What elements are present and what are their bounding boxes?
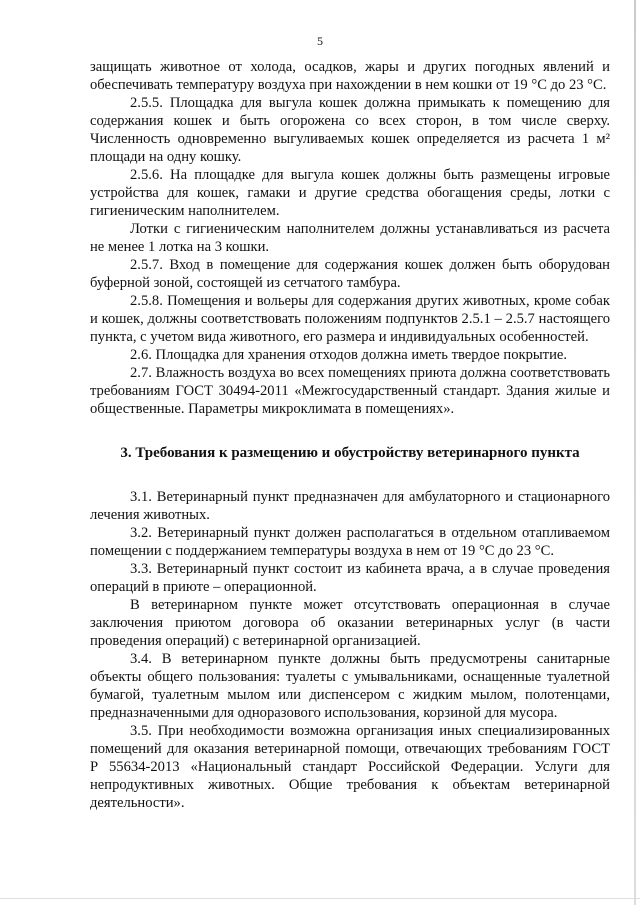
- scan-bottom-edge: [0, 898, 640, 899]
- paragraph-2-6: 2.6. Площадка для хранения отходов должна иметь твердое покрытие.: [130, 347, 567, 363]
- paragraph-2-5-5: 2.5.5. Площадка для выгула кошек должна примыкать к помещению для содержания кошек и быть огорожена со всех сторон, в том числе сверху. Численность одновременно выгуливаемых кошек определяется из расчета 1 м² площади на одну кошку.: [90, 95, 610, 165]
- paragraph-2-5-7: 2.5.7. Вход в помещение для содержания кошек должен быть оборудован буферной зоной, состоящей из сетчатого тамбура.: [90, 257, 610, 291]
- paragraph-2-7: 2.7. Влажность воздуха во всех помещениях приюта должна соответствовать требованиям ГОСТ 30494-2011 «Межгосударственный стандарт. Здания жилые и общественные. Параметры микроклимата в помещениях».: [90, 365, 610, 417]
- paragraph-3-4: 3.4. В ветеринарном пункте должны быть предусмотрены санитарные объекты общего пользования: туалеты с умывальниками, оснащенные туалетной бумагой, туалетным мылом или диспенсером с жидким мылом, полотенцами, предназначенными для одноразового использования, корзиной для мусора.: [90, 651, 610, 721]
- paragraph: защищать животное от холода, осадков, жары и других погодных явлений и обеспечивать температуру воздуха при нахождении в нем кошки от 19 °С до 23 °С.: [90, 59, 610, 93]
- paragraph-litter: Лотки с гигиеническим наполнителем должны устанавливаться из расчета не менее 1 лотка на 3 кошки.: [90, 221, 610, 255]
- paragraph-2-5-8: 2.5.8. Помещения и вольеры для содержания других животных, кроме собак и кошек, должны соответствовать положениям подпунктов 2.5.1 – 2.5.7 настоящего пункта, с учетом вида животного, его размера и индивидуальных особенностей.: [90, 293, 610, 345]
- paragraph-operating-room: В ветеринарном пункте может отсутствовать операционная в случае заключения приютом договора об оказании ветеринарных услуг (в части проведения операций) с ветеринарной организацией.: [90, 597, 610, 649]
- paragraph-3-3: 3.3. Ветеринарный пункт состоит из кабинета врача, а в случае проведения операций в приюте – операционной.: [90, 561, 610, 595]
- document-body: [90, 58, 610, 812]
- page-number: 5: [317, 34, 323, 48]
- scan-edge: [634, 0, 636, 905]
- section-heading: 3. Требования к размещению и обустройству ветеринарного пункта: [120, 445, 580, 461]
- paragraph-3-2: 3.2. Ветеринарный пункт должен располагаться в отдельном отапливаемом помещении с поддержанием температуры воздуха в нем от 19 °С до 23 °С.: [90, 525, 610, 559]
- paragraph-3-5: 3.5. При необходимости возможна организация иных специализированных помещений для оказания ветеринарной помощи, отвечающих требованиям ГОСТ Р 55634-2013 «Национальный стандарт Российской Федерации. Услуги для непродуктивных животных. Общие требования к объектам ветеринарной деятельности».: [90, 723, 610, 811]
- paragraph-3-1: 3.1. Ветеринарный пункт предназначен для амбулаторного и стационарного лечения животных.: [90, 489, 610, 523]
- paragraph-2-5-6: 2.5.6. На площадке для выгула кошек должны быть размещены игровые устройства для кошек, гамаки и другие средства обогащения среды, лотки с гигиеническим наполнителем.: [90, 167, 610, 219]
